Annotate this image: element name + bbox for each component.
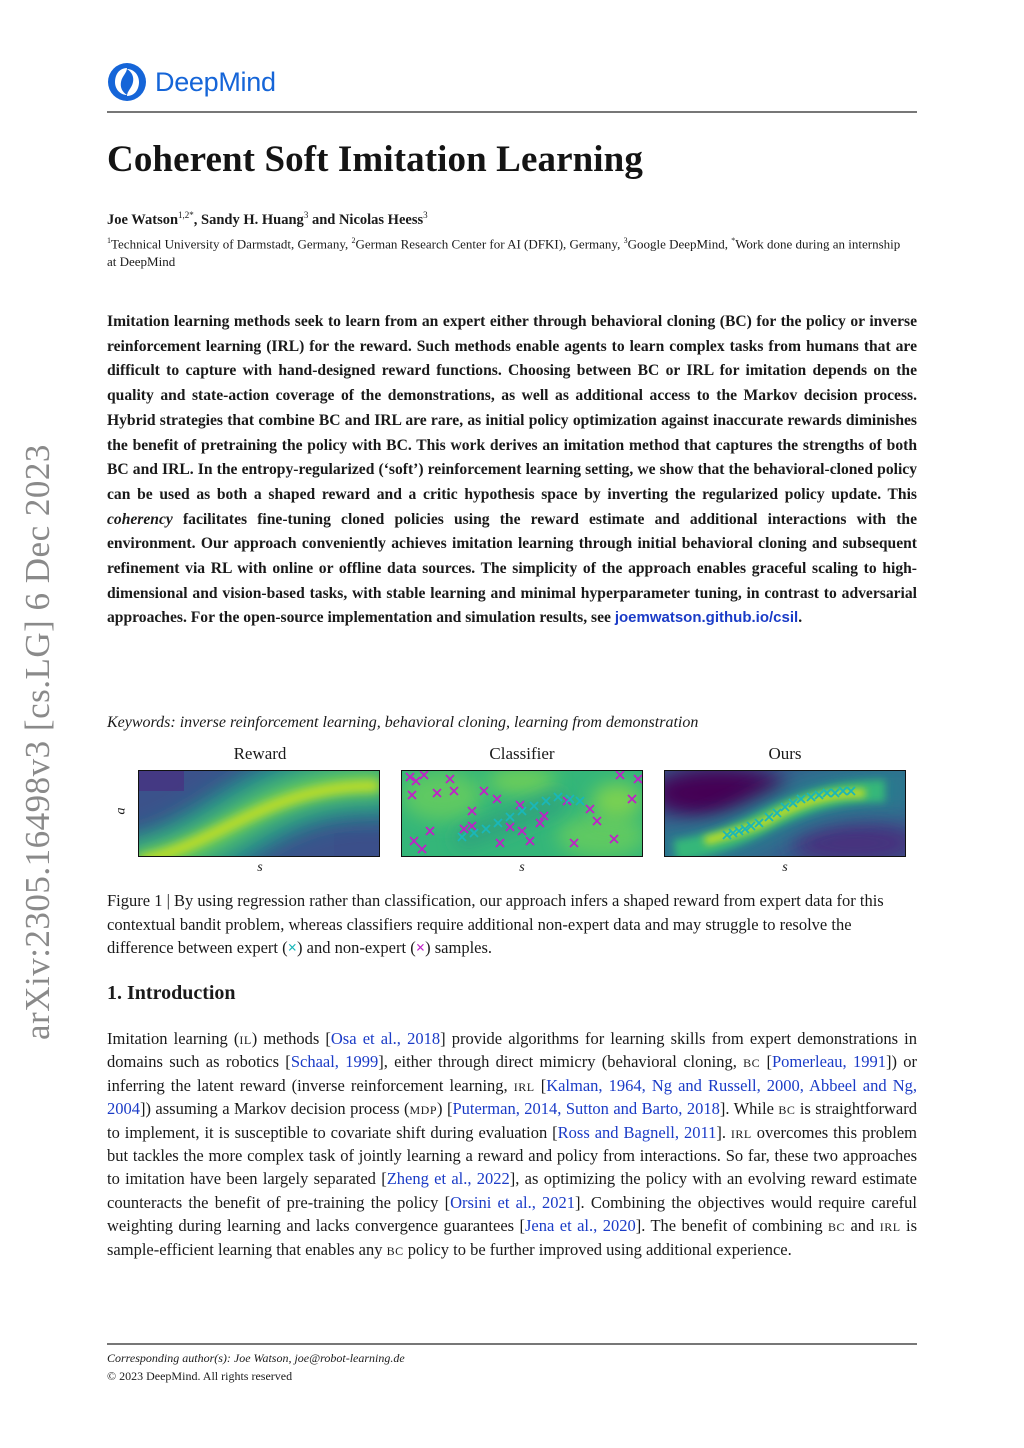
y-axis-label: a xyxy=(113,807,129,815)
citation-link[interactable]: Puterman, 2014, Sutton and Barto, 2018 xyxy=(452,1099,720,1119)
abstract-text: . xyxy=(798,609,803,627)
reward-heatmap-plot xyxy=(139,771,379,856)
x-axis-label: s xyxy=(782,860,788,875)
acronym: bc xyxy=(828,1216,846,1236)
abstract-text: facilitates fine-tuning cloned policies using the reward estimate and additional interactions with the environment. Our approach conveniently achieves imitation learning through initial behavioral cloning and subsequent refinement via RL with online or offline data sources. The simplicity of the approach enables graceful scaling to high-dimensional and vision-based tasks, with stable learning and minimal hyperparameter tuning, in contrast to adversarial approaches. For the open-source implementation and simulation results, see xyxy=(107,510,917,627)
keywords: Keywords: inverse reinforcement learning, behavioral cloning, learning from demonstration xyxy=(107,714,699,731)
intro-text: overcomes this problem but tackles the more complex task of jointly learning a reward and policy from interactions. So far, these two approaches to imitation have been largely separated [ xyxy=(107,1122,917,1189)
affil-text: German Research Center for AI (DFKI), Germany, xyxy=(355,236,624,252)
intro-text: policy to be further improved using additional experience. xyxy=(403,1239,792,1259)
intro-text: ], either through direct mimicry (behavioral cloning, xyxy=(378,1052,744,1072)
classifier-heatmap xyxy=(401,770,643,857)
author-name: Nicolas Heess xyxy=(338,211,424,228)
intro-text: is sample-efficient learning that enables any xyxy=(107,1216,918,1259)
author-affil-sup: 3 xyxy=(423,210,428,220)
affil-text: Technical University of Darmstadt, Germany, xyxy=(111,236,352,252)
intro-text: ] provide algorithms for learning skills from expert demonstrations in domains such as robotics [ xyxy=(107,1029,918,1072)
ours-heatmap xyxy=(664,770,906,857)
intro-text: ]. Combining the objectives would require careful weighting during learning and lacks convergence guarantees [ xyxy=(107,1192,917,1236)
intro-text: ) [ xyxy=(437,1099,453,1119)
ours-heatmap-plot xyxy=(665,771,905,856)
x-axis-label: s xyxy=(257,860,263,875)
logo-wordmark: DeepMind xyxy=(155,66,276,97)
caption-text: Figure 1 | By using regression rather than classification, our approach infers a shaped reward from expert data for this contextual bandit problem, whereas classifiers require additional non-expert data and may struggle to resolve the difference between expert ( xyxy=(107,891,884,957)
citation-link[interactable]: Pomerleau, 1991 xyxy=(771,1052,886,1072)
intro-text: ]) assuming a Markov decision process ( xyxy=(140,1099,410,1119)
citation-link[interactable]: Schaal, 1999 xyxy=(290,1052,379,1072)
intro-text: ], as optimizing the policy with an evolving reward estimate counteracts the benefit of pre-training the policy [ xyxy=(107,1169,917,1212)
project-link[interactable]: joemwatson.github.io/csil xyxy=(614,609,799,627)
arxiv-stamp: arXiv:2305.16498v3 [cs.LG] 6 Dec 2023 xyxy=(18,444,57,1040)
citation-link[interactable]: Kalman, 1964, Ng and Russell, 2000, Abbeel and Ng, 2004 xyxy=(107,1075,917,1119)
affil-text: Work done during an internship at DeepMind xyxy=(107,236,901,270)
acronym: bc xyxy=(778,1099,796,1119)
affil-sup: * xyxy=(731,236,736,245)
reward-heatmap xyxy=(138,770,380,857)
citation-link[interactable]: Osa et al., 2018 xyxy=(330,1029,441,1048)
affil-sup: 2 xyxy=(351,236,356,245)
intro-text: is straightforward to implement, it is susceptible to covariate shift during evaluation [ xyxy=(107,1099,917,1142)
affil-sup: 3 xyxy=(623,236,628,245)
author-name: Sandy H. Huang xyxy=(201,211,304,228)
panel-title-classifier: Classifier xyxy=(489,744,555,763)
intro-text: ) methods [ xyxy=(251,1029,331,1048)
nonexpert-marker-icon: × xyxy=(415,938,426,957)
acronym: bc xyxy=(386,1239,404,1259)
author-list xyxy=(107,210,428,229)
intro-text: ]) or inferring the latent reward (inverse reinforcement learning, xyxy=(107,1052,918,1095)
classifier-heatmap-plot xyxy=(402,771,642,856)
intro-text: ]. xyxy=(716,1122,731,1142)
intro-text: [ xyxy=(760,1052,772,1072)
caption-text: ) samples. xyxy=(425,938,493,957)
deepmind-logo-icon xyxy=(107,62,147,102)
acronym: irl xyxy=(879,1216,901,1236)
header-divider xyxy=(107,111,917,113)
citation-link[interactable]: Jena et al., 2020 xyxy=(525,1216,636,1236)
acronym: mdp xyxy=(409,1099,438,1119)
author-separator: and xyxy=(308,211,339,228)
panel-title-reward: Reward xyxy=(233,744,287,763)
abstract-text: Imitation learning methods seek to learn from an expert either through behavioral cloning (BC) for the policy or inverse reinforcement learning (IRL) for the reward. Such methods enable agents to learn complex tasks from humans that are difficult to capture with hand-designed reward functions. Choosing between BC or IRL for imitation depends on the quality and state-action coverage of the demonstrations, as well as additional access to the Markov decision process. Hybrid strategies that combine BC and IRL are rare, as initial policy optimization against inaccurate rewards diminishes the benefit of pretraining the policy with BC. This work derives an imitation method that captures the strengths of both BC and IRL. In the entropy-regularized (‘soft’) reinforcement learning setting, we show that the behavioral-cloned policy can be used as both a shaped reward and a critic hypothesis space by inverting the regularized policy update. This xyxy=(107,313,917,503)
author-affil-sup: 1,2* xyxy=(178,210,194,220)
corresponding-author: Corresponding author(s): Joe Watson, joe@robot-learning.de xyxy=(107,1351,405,1365)
author-affil-sup: 3 xyxy=(303,210,309,220)
acronym: bc xyxy=(743,1052,761,1072)
affil-text: Google DeepMind, xyxy=(627,236,732,252)
section-heading: 1. Introduction xyxy=(107,982,236,1004)
abstract xyxy=(107,310,917,631)
footer-divider xyxy=(107,1343,917,1345)
copyright: © 2023 DeepMind. All rights reserved xyxy=(107,1369,293,1383)
author-name: Joe Watson xyxy=(107,211,179,228)
paper-title: Coherent Soft Imitation Learning xyxy=(107,139,643,180)
intro-text: [ xyxy=(534,1075,547,1095)
acronym: irl xyxy=(513,1075,535,1095)
expert-marker-icon: × xyxy=(287,938,298,957)
author-separator: , xyxy=(193,211,202,228)
intro-text: and xyxy=(845,1216,880,1236)
x-axis-label: s xyxy=(519,860,525,875)
panel-title-ours: Ours xyxy=(768,744,802,763)
intro-paragraph xyxy=(107,1027,917,1261)
acronym: irl xyxy=(730,1122,752,1142)
abstract-emphasis: coherency xyxy=(107,510,173,528)
intro-text: ]. The benefit of combining xyxy=(635,1216,828,1236)
caption-text: ) and non-expert ( xyxy=(297,938,416,957)
citation-link[interactable]: Orsini et al., 2021 xyxy=(450,1192,576,1212)
deepmind-logo xyxy=(107,62,276,102)
intro-text: Imitation learning ( xyxy=(107,1029,240,1048)
acronym: il xyxy=(239,1029,252,1048)
intro-text: ]. While xyxy=(719,1099,779,1119)
citation-link[interactable]: Zheng et al., 2022 xyxy=(386,1169,510,1189)
affil-sup: 1 xyxy=(107,236,111,245)
figure-caption xyxy=(107,889,917,960)
affiliations xyxy=(107,232,907,271)
citation-link[interactable]: Ross and Bagnell, 2011 xyxy=(557,1122,717,1142)
